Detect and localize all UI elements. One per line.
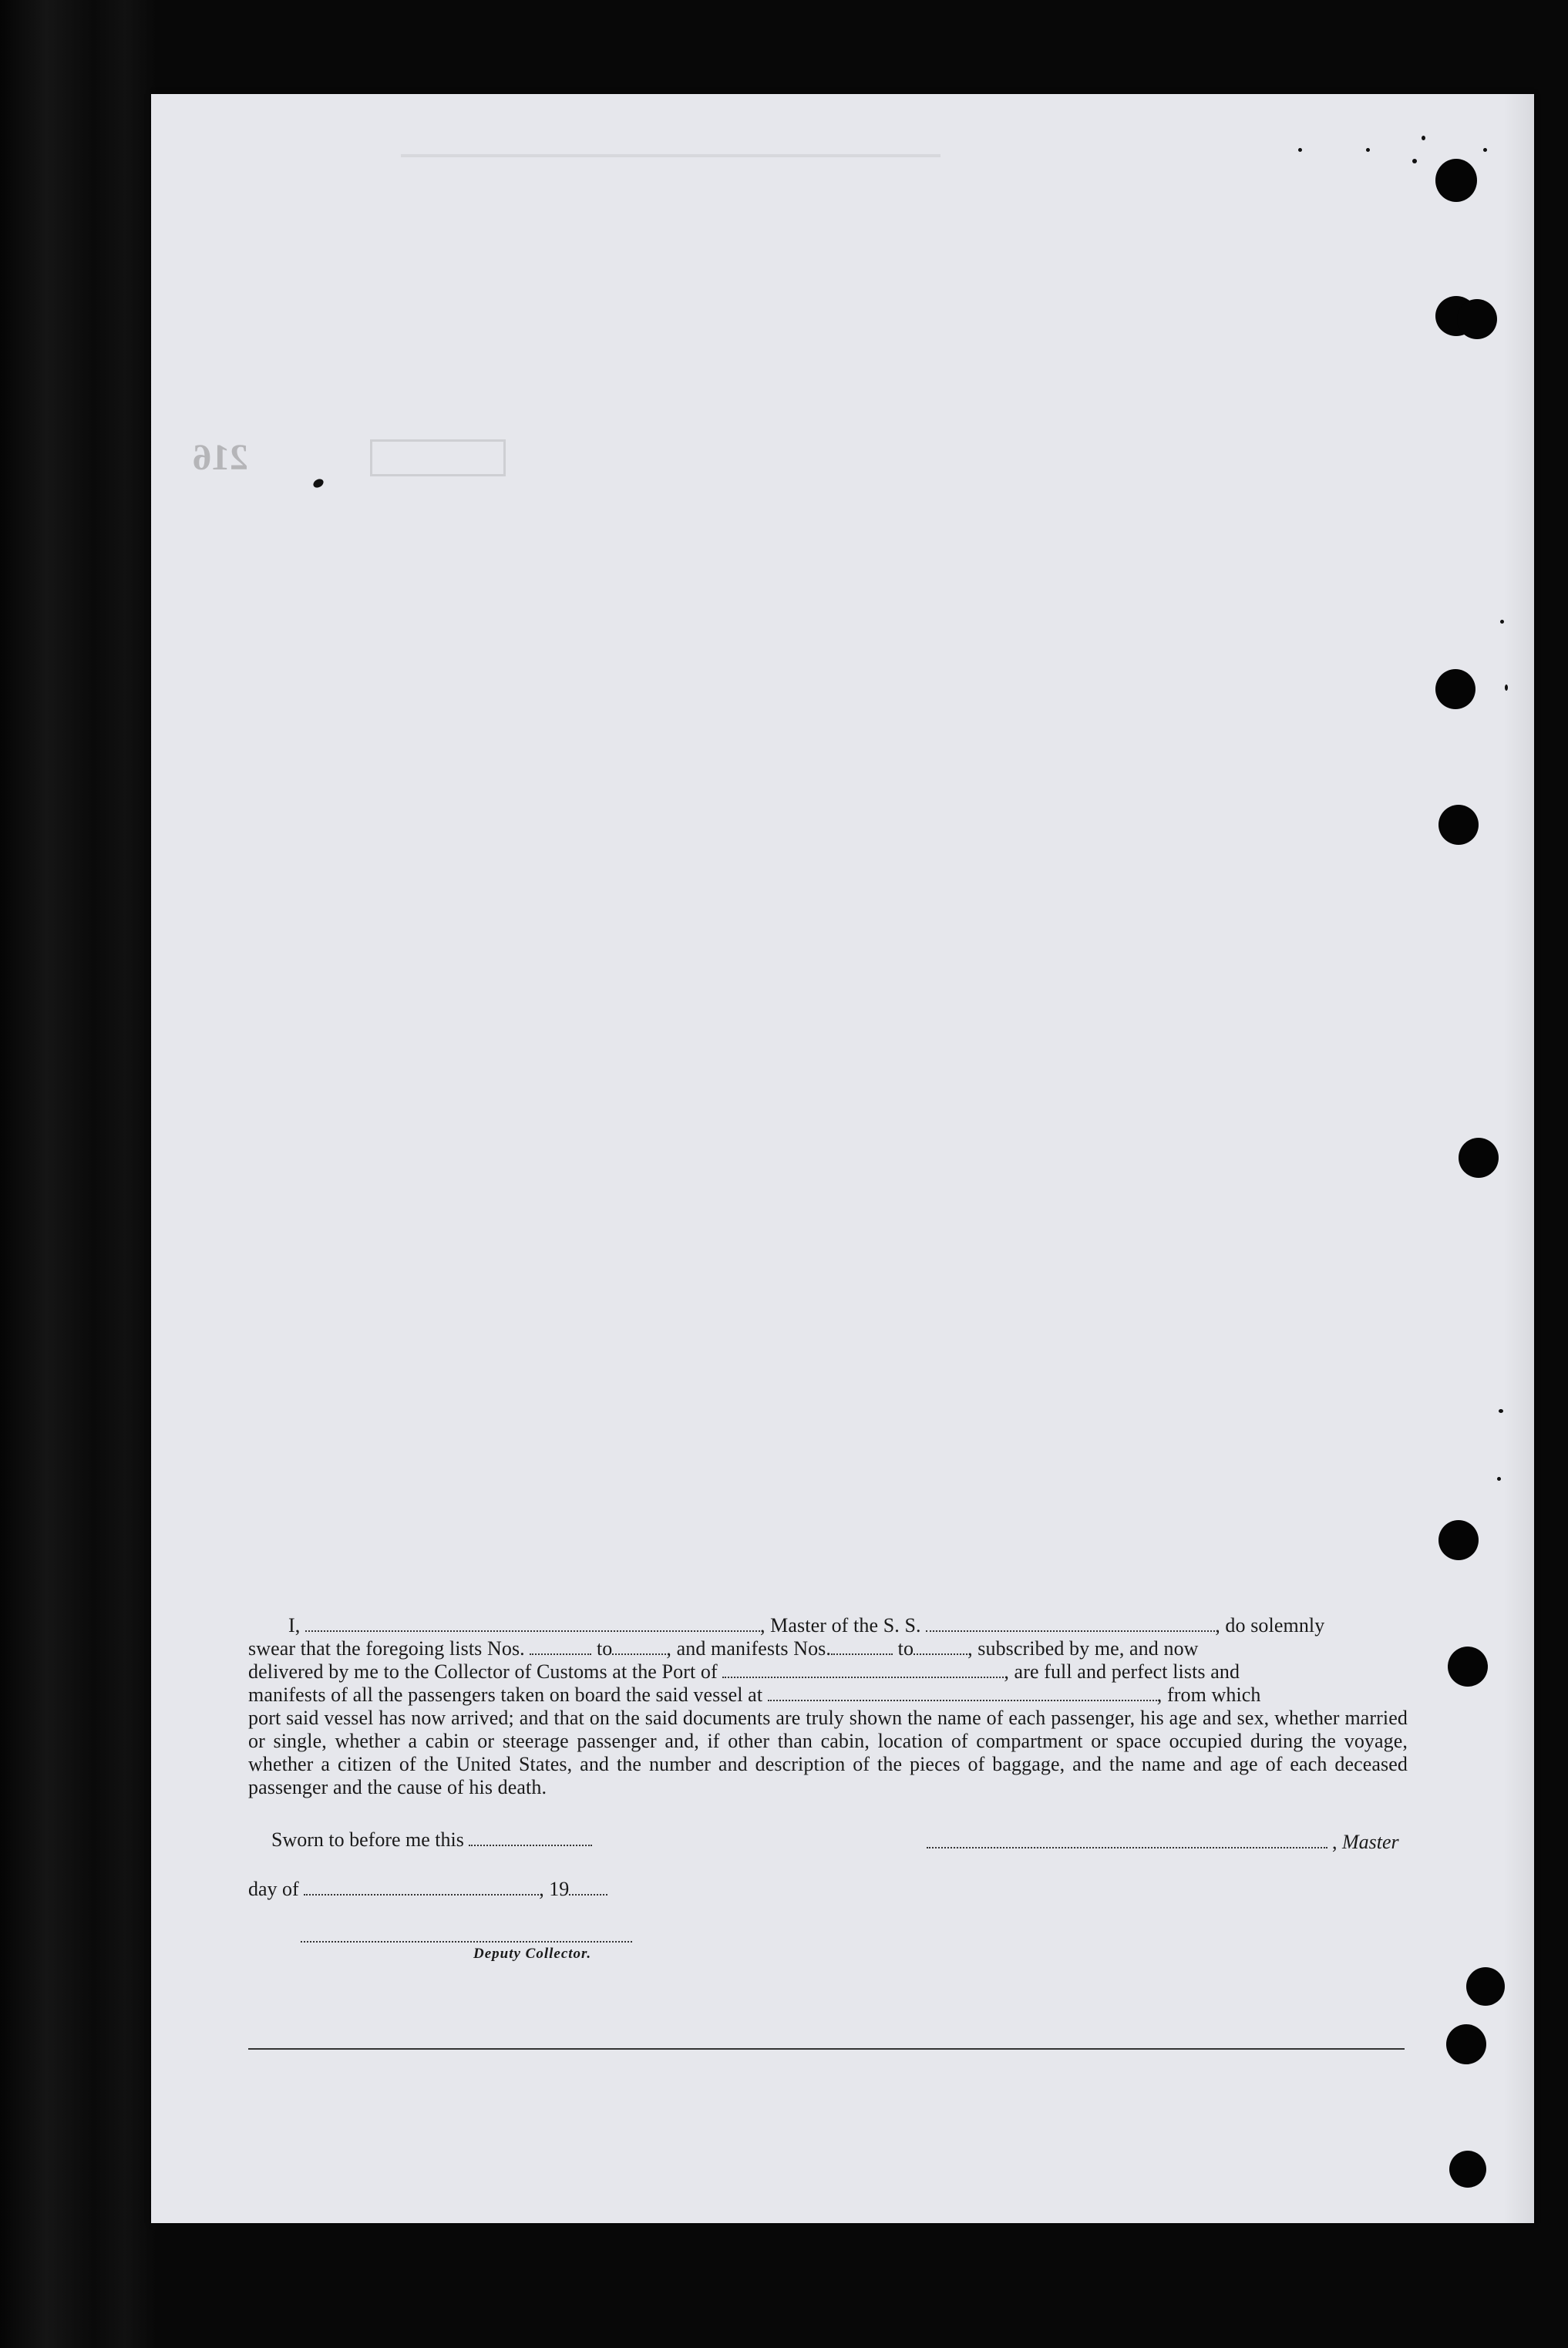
deputy-collector-signature-blank[interactable]	[301, 1936, 632, 1943]
document-page	[151, 94, 1534, 2223]
speck-mark	[1483, 148, 1487, 152]
year-blank[interactable]	[569, 1879, 607, 1896]
punch-hole	[1446, 2024, 1486, 2064]
vessel-name-blank[interactable]	[926, 1615, 1215, 1632]
speck-mark	[1298, 148, 1302, 152]
oath-body: port said vessel has now arrived; and that on the said documents are truly shown the name of each passenger, his age and sex, whether married or single, whether a cabin or steerage passenger and, if other than cabin, location of compartment or space occupied during the voyage, whether a citizen of the United States, and the number and description of the pieces of baggage, and the name and age of each deceased passenger and the cause of his death.	[248, 1707, 1408, 1798]
speck-mark	[1499, 1409, 1503, 1413]
speck-mark	[1422, 136, 1425, 140]
oath-full-perfect: , are full and perfect lists and	[1004, 1660, 1240, 1683]
master-oath-paragraph	[248, 1614, 1408, 1799]
punch-hole	[1459, 1138, 1499, 1178]
oath-collector-port: delivered by me to the Collector of Customs at the Port of	[248, 1660, 718, 1683]
sworn-label: Sworn to before me this	[271, 1828, 464, 1851]
page-edge-shadow	[1503, 94, 1534, 2223]
master-name-blank[interactable]	[305, 1615, 760, 1632]
list-from-blank[interactable]	[530, 1638, 591, 1655]
oath-do-solemnly: , do solemnly	[1215, 1614, 1325, 1637]
speck-mark	[1366, 148, 1370, 152]
speck-mark	[1497, 1477, 1501, 1481]
punch-hole	[1449, 2151, 1486, 2188]
day-of-label: day of	[248, 1878, 299, 1900]
oath-to-2: to	[897, 1637, 914, 1660]
list-to-blank[interactable]	[612, 1638, 666, 1655]
sworn-day-blank[interactable]	[469, 1829, 592, 1846]
bottom-rule	[248, 2048, 1405, 2050]
master-comma: ,	[1332, 1831, 1338, 1853]
speck-mark	[1412, 159, 1417, 163]
oath-manifests-nos: , and manifests Nos.	[666, 1637, 832, 1660]
oath-to-1: to	[596, 1637, 613, 1660]
day-of-row	[248, 1878, 607, 1901]
oath-master-of-ss: , Master of the S. S.	[759, 1614, 921, 1637]
punch-hole	[1435, 159, 1477, 202]
speck-mark	[1500, 620, 1504, 624]
master-signature-blank[interactable]	[927, 1847, 1327, 1848]
bleed-through-header	[401, 154, 940, 227]
month-blank[interactable]	[304, 1879, 539, 1896]
punch-hole	[1438, 805, 1479, 845]
punch-hole	[1457, 299, 1497, 339]
manifest-from-blank[interactable]	[831, 1638, 893, 1655]
oath-line-2	[248, 1637, 1408, 1660]
embark-port-blank[interactable]	[768, 1684, 1157, 1701]
punch-hole	[1435, 669, 1475, 709]
oath-line-3	[248, 1660, 1408, 1684]
oath-taken-on-board: manifests of all the passengers taken on board the said vessel at	[248, 1684, 763, 1706]
master-label: Master	[1342, 1831, 1399, 1853]
year-prefix: , 19	[539, 1878, 570, 1900]
speck-mark	[1505, 685, 1508, 691]
oath-line-4	[248, 1684, 1408, 1707]
port-blank[interactable]	[722, 1661, 1004, 1678]
deputy-collector-label: Deputy Collector.	[473, 1946, 592, 1962]
manifest-to-blank[interactable]	[914, 1638, 967, 1655]
bleed-through-stamp	[370, 439, 506, 476]
punch-hole	[1466, 1967, 1505, 2006]
bleed-through-page-number: 216	[193, 437, 248, 478]
sworn-row	[271, 1828, 592, 1852]
oath-subscribed: , subscribed by me, and now	[967, 1637, 1199, 1660]
oath-from-which: , from which	[1156, 1684, 1261, 1706]
punch-hole	[1438, 1520, 1479, 1560]
oath-lists-nos: swear that the foregoing lists Nos.	[248, 1637, 525, 1660]
oath-line-1	[248, 1614, 1408, 1637]
master-signature-row	[927, 1831, 1399, 1854]
oath-i: I,	[288, 1614, 301, 1637]
punch-hole	[1448, 1647, 1488, 1687]
